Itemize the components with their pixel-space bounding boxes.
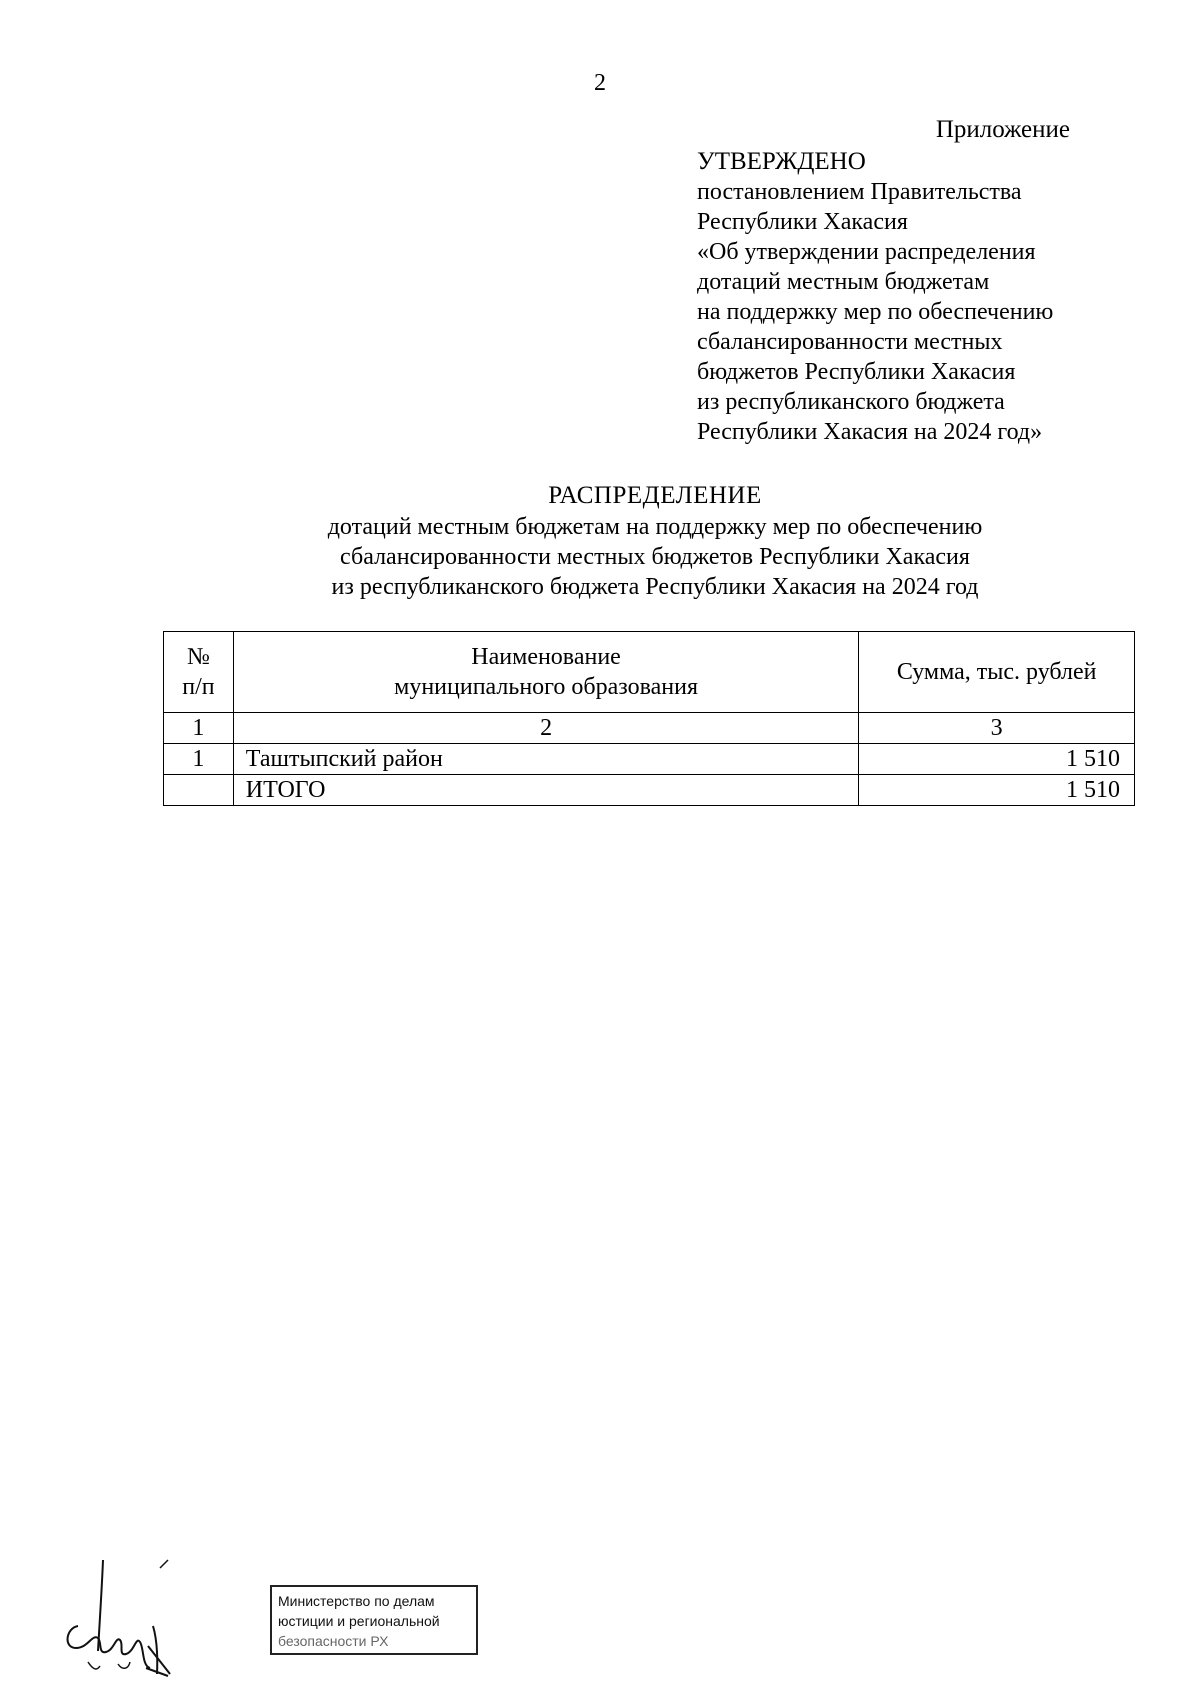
approval-line: Республики Хакасия на 2024 год» — [697, 419, 1043, 445]
stamp-line: юстиции и региональной — [278, 1613, 440, 1629]
total-sum: 1 510 — [859, 775, 1135, 806]
stamp-line: безопасности РХ — [278, 1633, 389, 1649]
table-header-row — [164, 632, 1135, 713]
table-row — [164, 744, 1135, 775]
approval-line: дотаций местным бюджетам — [697, 269, 990, 295]
approval-line: Республики Хакасия — [697, 209, 908, 235]
row-sum: 1 510 — [859, 744, 1135, 775]
column-index: 1 — [164, 713, 234, 744]
subtitle-line: сбалансированности местных бюджетов Республики Хакасия — [340, 544, 970, 570]
header-num-label: п/п — [182, 674, 215, 700]
header-num-cell — [164, 632, 234, 713]
header-name-cell — [233, 632, 859, 713]
document-title: РАСПРЕДЕЛЕНИЕ — [548, 482, 762, 509]
header-name-line2: муниципального образования — [394, 674, 699, 700]
header-name-line1: Наименование — [471, 644, 621, 670]
table-total-row — [164, 775, 1135, 806]
column-index: 3 — [859, 713, 1135, 744]
approval-line: на поддержку мер по обеспечению — [697, 299, 1054, 325]
approval-line: бюджетов Республики Хакасия — [697, 359, 1016, 385]
header-sum-cell: Сумма, тыс. рублей — [859, 632, 1135, 713]
approval-line: из республиканского бюджета — [697, 389, 1005, 415]
column-index: 2 — [233, 713, 859, 744]
approval-line: «Об утверждении распределения — [697, 239, 1036, 265]
approval-line: сбалансированности местных — [697, 329, 1003, 355]
page-number: 2 — [594, 70, 606, 96]
row-num: 1 — [164, 744, 234, 775]
approval-heading: УТВЕРЖДЕНО — [697, 148, 866, 175]
distribution-table — [163, 631, 1135, 806]
appendix-label: Приложение — [935, 116, 1070, 143]
subtitle-line: из республиканского бюджета Республики Хакасия на 2024 год — [331, 574, 979, 600]
header-num-symbol: № — [186, 644, 210, 670]
stamp-line: Министерство по делам — [278, 1593, 435, 1609]
approval-line: постановлением Правительства — [697, 179, 1022, 205]
total-label: ИТОГО — [233, 775, 859, 806]
document-subtitle — [0, 512, 1200, 602]
approval-block — [697, 147, 1053, 447]
subtitle-line: дотаций местным бюджетам на поддержку мер по обеспечению — [327, 514, 983, 540]
total-num — [164, 775, 234, 806]
row-name: Таштыпский район — [233, 744, 859, 775]
table-column-index-row — [164, 713, 1135, 744]
handwritten-signature — [58, 1556, 173, 1681]
registration-stamp — [270, 1585, 478, 1655]
